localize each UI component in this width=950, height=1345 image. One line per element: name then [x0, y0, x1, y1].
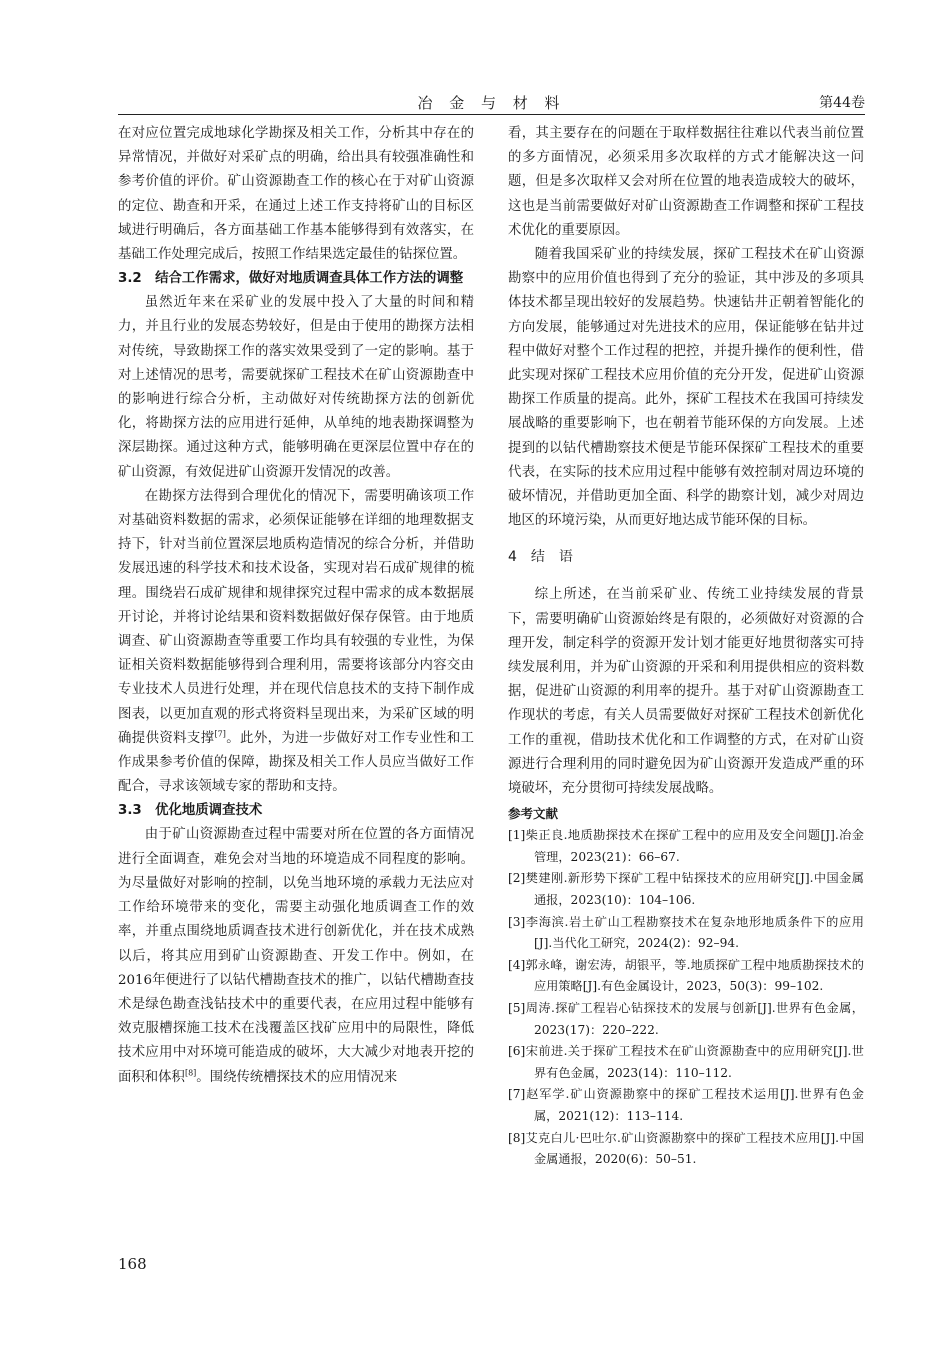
paragraph: 看，其主要存在的问题在于取样数据往往难以代表当前位置的多方面情况，必须采用多次取样的方式才能解决这一问题，但是多次取样又会对所在位置的地表造成较大的破坏，这也是当前需要做好对矿山资源勘查工作调整和探矿工程技术优化的重要原因。: [508, 126, 864, 238]
paragraph: [118, 485, 474, 800]
header-rule: [118, 114, 865, 115]
paragraph: 虽然近年来在采矿业的发展中投入了大量的时间和精力，并且行业的发展态势较好，但是由于使用的勘探方法相对传统，导致勘探工作的落实效果受到了一定的影响。基于对上述情况的思考，需要就探矿工程技术在矿山资源勘查中的影响进行综合分析，主动做好对传统勘探方法的创新优化，将勘探方法的应用进行延伸，从单纯的地表勘探调整为深层勘探。通过这种方式，能够明确在更深层位置中存在的矿山资源，有效促进矿山资源开发情况的改善。: [118, 295, 474, 480]
running-header: [118, 90, 865, 114]
section-heading-4: 4 结 语: [508, 549, 573, 566]
paragraph-text: 。围绕传统槽探技术的应用情况来: [196, 1069, 398, 1085]
right-column: [508, 122, 864, 1171]
paragraph: 综上所述，在当前采矿业、传统工业持续发展的背景下，需要明确矿山资源始终是有限的，必须做好对资源的合理开发，制定科学的资源开发计划才能更好地贯彻落实可持续发展利用，并为矿山资源的开采和利用提供相应的资料数据，促进矿山资源的利用率的提升。基于对矿山资源勘查工作现状的考虑，有关人员需要做好对探矿工程技术创新优化工作的重视，借助技术优化和工作调整的方式，在对矿山资源进行合理利用的同时避免因为矿山资源开发造成严重的环境破坏，充分贯彻可持续发展战略。: [508, 587, 864, 797]
section-heading-3-3: 3.3 优化地质调查技术: [118, 803, 263, 819]
volume-number: 第44卷: [819, 95, 865, 111]
reference-item: [1]柴正良.地质勘探技术在探矿工程中的应用及安全问题[J].冶金管理，2023(21)：66–67.: [508, 828, 864, 864]
reference-item: [6]宋前进.关于探矿工程技术在矿山资源勘查中的应用研究[J].世界有色金属，2023(14)：110–112.: [508, 1044, 864, 1080]
citation: [7]: [214, 729, 226, 739]
reference-item: [3]李海滨.岩土矿山工程勘察技术在复杂地形地质条件下的应用[J].当代化工研究，2024(2)：92–94.: [508, 914, 864, 951]
citation: [8]: [184, 1068, 197, 1078]
section-heading-3-2: 3.2 结合工作需求，做好对地质调查具体工作方法的调整: [118, 271, 464, 287]
reference-list: [508, 825, 864, 1171]
paragraph-text: 在勘探方法得到合理优化的情况下，需要明确该项工作对基础资料数据的需求，必须保证能够在详细的地理数据支持下，针对当前位置深层地质构造情况的综合分析，并借助发展迅速的科学技术和技术设备，实现对岩石成矿规律的梳理。围绕岩石成矿规律和规律探究过程中需求的成本数据展开讨论，并将讨论结果和资料数据做好保存保管。由于地质调查、矿山资源勘查等重要工作均具有较强的专业性，为保证相关资料数据能够得到合理利用，需要将该部分内容交由专业技术人员进行处理，并在现代信息技术的支持下制作成图表，以更加直观的形式将资料呈现出来，为采矿区域的明确提供资料支撑: [118, 488, 474, 746]
reference-item: [8]艾克白儿·巴吐尔.矿山资源勘察中的探矿工程技术应用[J].中国金属通报，2020(6)：50–51.: [508, 1130, 864, 1167]
left-column: [118, 122, 474, 1090]
paragraph-text: 由于矿山资源勘查过程中需要对所在位置的各方面情况进行全面调查，难免会对当地的环境造成不同程度的影响。为尽量做好对影响的控制，以免当地环境的承载力无法应对工作给环境带来的变化，需要主动强化地质调查工作的效率，并重点围绕地质调查技术进行创新优化，并在技术成熟以后，将其应用到矿山资源勘查、开发工作中。例如，在2016年便进行了以钻代槽勘查技术的推广，以钻代槽勘查技术是绿色勘查浅钻技术中的重要代表，在应用过程中能够有效克服槽探施工技术在浅覆盖区找矿应用中的局限性，降低技术应用中对环境可能造成的破坏，大大减少对地表开挖的面积和体积: [118, 827, 474, 1085]
paragraph-text: 。此外，为进一步做好对工作专业性和工作成果参考价值的保障，勘探及相关工作人员应当做好工作配合，寻求该领域专家的帮助和支持。: [118, 730, 475, 795]
reference-item: [2]樊建刚.新形势下探矿工程中钻探技术的应用研究[J].中国金属通报，2023(10)：104–106.: [508, 871, 864, 908]
paragraph: 在对应位置完成地球化学勘探及相关工作，分析其中存在的异常情况，并做好对采矿点的明确，给出具有较强准确性和参考价值的评价。矿山资源勘查工作的核心在于对矿山资源的定位、勘查和开采，在通过上述工作支持将矿山的目标区域进行明确后，各方面基础工作基本能够得到有效落实，在基础工作处理完成后，按照工作结果选定最佳的钻探位置。: [118, 126, 474, 263]
reference-item: [4]郭永峰，谢宏涛，胡银平，等.地质探矿工程中地质勘探技术的应用策略[J].有色金属设计，2023，50(3)：99–102.: [508, 957, 864, 994]
page-number: 168: [118, 1255, 147, 1273]
reference-item: [7]赵军学.矿山资源勘察中的探矿工程技术运用[J].世界有色金属，2021(12)：113–114.: [508, 1087, 864, 1123]
reference-item: [5]周涛.探矿工程岩心钻探技术的发展与创新[J].世界有色金属，2023(17)：220–222.: [508, 1001, 864, 1037]
references-heading: 参考文献: [508, 806, 559, 822]
paragraph: [118, 823, 474, 1089]
journal-title: 冶 金 与 材 料: [417, 94, 566, 112]
paragraph: 随着我国采矿业的持续发展，探矿工程技术在矿山资源勘察中的应用价值也得到了充分的验证，其中涉及的多项具体技术都呈现出较好的发展趋势。快速钻井正朝着智能化的方向发展，能够通过对先进技术的应用，保证能够在钻井过程中做好对整个工作过程的把控，并提升操作的便利性，借此实现对探矿工程技术应用价值的充分开发，促进矿山资源勘探工作质量的提高。此外，探矿工程技术在我国可持续发展战略的重要影响下，也在朝着节能环保的方向发展。上述提到的以钻代槽勘察技术便是节能环保探矿工程技术的重要代表，在实际的技术应用过程中能够有效控制对周边环境的破坏情况，并借助更加全面、科学的勘察计划，减少对周边地区的环境污染，从而更好地达成节能环保的目标。: [508, 247, 864, 529]
